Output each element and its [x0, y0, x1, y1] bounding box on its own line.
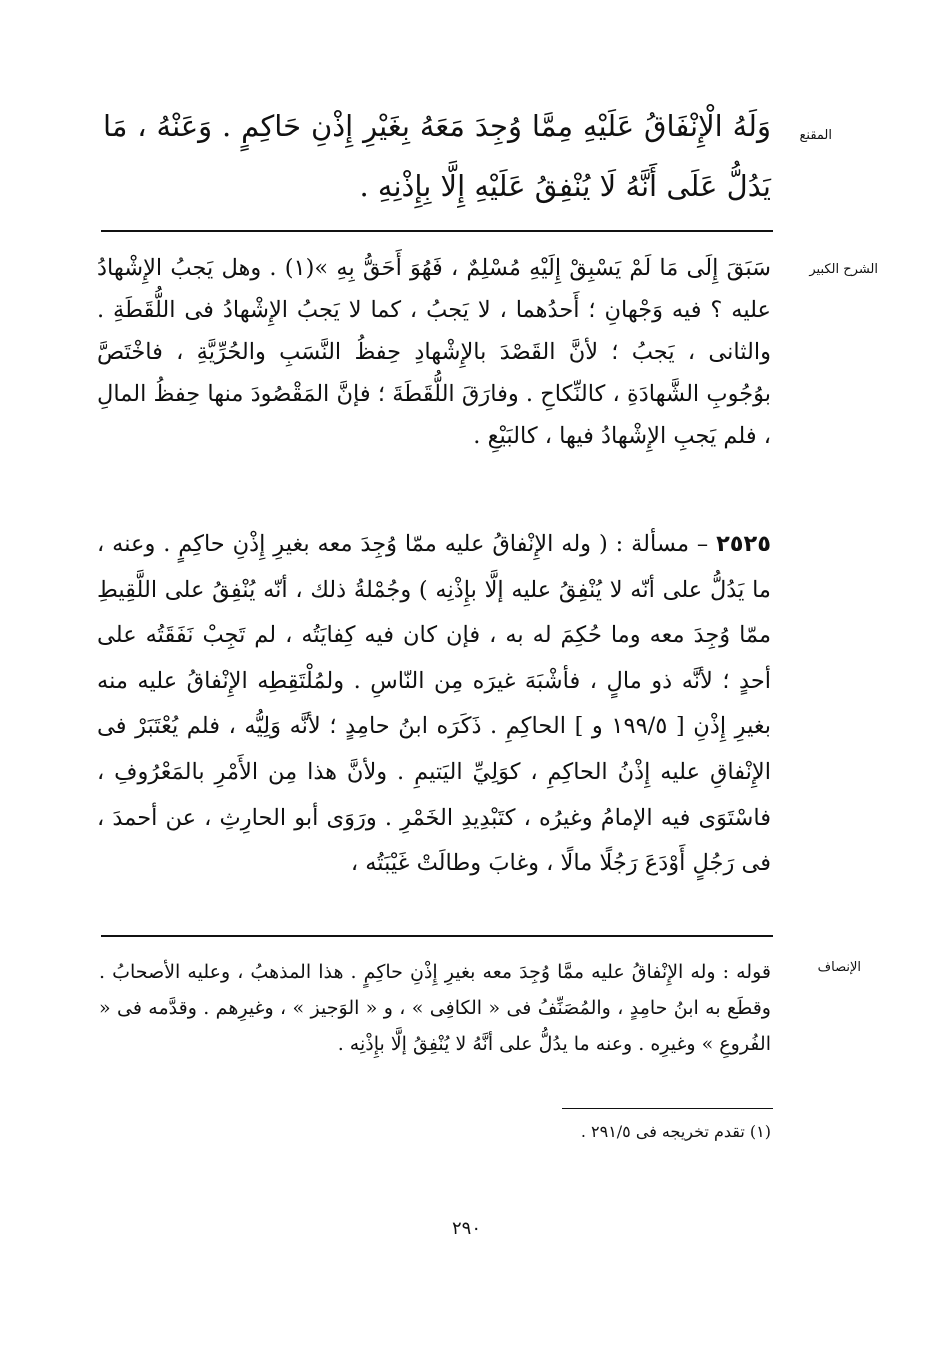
section-divider — [101, 230, 773, 232]
sharh-paragraph: سَبَقَ إِلَى مَا لَمْ يَسْبِقْ إِلَيْهِ مُسْلِمٌ ، فَهُوَ أَحَقُّ بِهِ »(١) . وهل يَجبُ الإِشْهادُ عليه ؟ فيه وَجْهانِ ؛ أَحدُهما ، لا يَجبُ ، كما لا يَجبُ الإِشْهادُ فى اللُّقَطَةِ . والثانى ، يَجبُ ؛ لأنَّ القَصْدَ بالإِشْهادِ حِفظُ النَّسَبِ والحُرِّيَّةِ ، فاخْتَصَّ بوُجُوبِ الشَّهادَةِ ، كالنِّكاحِ . وفارَقَ اللُّقَطَةَ ؛ فإنَّ المَقْصُودَ منها حِفظُ المالِ ، فلم يَجبِ الإِشْهادُ فيها ، كالبَيْعِ . — [97, 255, 771, 449]
label-muqni: المقنع — [799, 128, 832, 143]
footnote-text: (١) تقدم تخريجه فى ٢٩١/٥ . — [580, 1122, 771, 1141]
label-insaf: الإنصاف — [817, 960, 861, 975]
masala-number: ٢٥٢٥ — [716, 531, 771, 557]
page-number: ٢٩٠ — [451, 1218, 481, 1239]
footnote — [99, 1122, 771, 1141]
section-divider — [101, 935, 773, 937]
label-sharh: الشرح الكبير — [809, 262, 878, 277]
insaf-paragraph: قوله : وله الإِنْفاقُ عليه ممَّا وُجِدَ معه بغيرِ إِذْنِ حاكِمٍ . هذا المذهبُ ، وعليه الأصحابُ . وقطَع به ابنُ حامِدٍ ، والمُصَنِّفُ فى « الكافِى » ، و « الوَجيز » ، وغيرِهم . وقدَّمه فى « الفُروعِ » وغيرِه . وعنه ما يدُلُّ على أنَّهُ لا يُنْفِقُ إلَّا بإِذْنِه . — [99, 961, 771, 1055]
muqni-text — [103, 96, 771, 216]
footnote-divider — [562, 1108, 773, 1109]
masala-body: – مسألة : ( وله الإِنْفاقُ عليه ممّا وُجِدَ معه بغيرِ إِذْنِ حاكِمٍ . وعنه ، ما يَدُلُّ على أنّه لا يُنْفِقُ عليه إلَّا بإِذْنِه ) وجُمْلةُ ذلك ، أنّه يُنْفِقُ على اللَّقِيطِ ممّا وُجِدَ معه وما حُكِمَ له به ، فإن كان فيه كِفايَتُه ، لم تَجِبْ نَفَقَتُه على أحدٍ ؛ لأنَّه ذو مالٍ ، فأشْبَهَ غيرَه مِن النّاسِ . ولمُلْتَقِطِه الإِنْفاقُ عليه منه بغيرِ إِذْنِ [ ١٩٩/٥ و ] الحاكِمِ . ذَكَرَه ابنُ حامِدٍ ؛ لأنَّه وَلِيُّه ، فلم يُعْتَبَرْ فى الإِنْفاقِ عليه إِذْنُ الحاكِمِ ، كوَلِيِّ اليَتيمِ . ولأنَّ هذا مِن الأَمْرِ بالمَعْرُوفِ ، فاسْتَوَى فيه الإمامُ وغيرُه ، كتَبْدِيدِ الخَمْرِ . ورَوَى أبو الحارِثِ ، عن أحمدَ ، فى رَجُلٍ أَوْدَعَ رَجُلًا مالًا ، وغابَ وطالَتْ غَيْبَتُه ، — [97, 531, 771, 877]
masala-text — [97, 522, 771, 887]
muqni-paragraph: وَلَهُ الْإِنْفَاقُ عَلَيْهِ مِمَّا وُجِدَ مَعَهُ بِغَيْرِ إِذْنِ حَاكِمٍ . وَعَنْهُ ، مَا يَدُلُّ عَلَى أَنَّهُ لَا يُنْفِقُ عَلَيْهِ إِلَّا بِإِذْنِهِ . — [103, 109, 771, 203]
insaf-text — [99, 954, 771, 1062]
sharh-text — [97, 247, 771, 457]
masala-paragraph — [97, 522, 771, 887]
